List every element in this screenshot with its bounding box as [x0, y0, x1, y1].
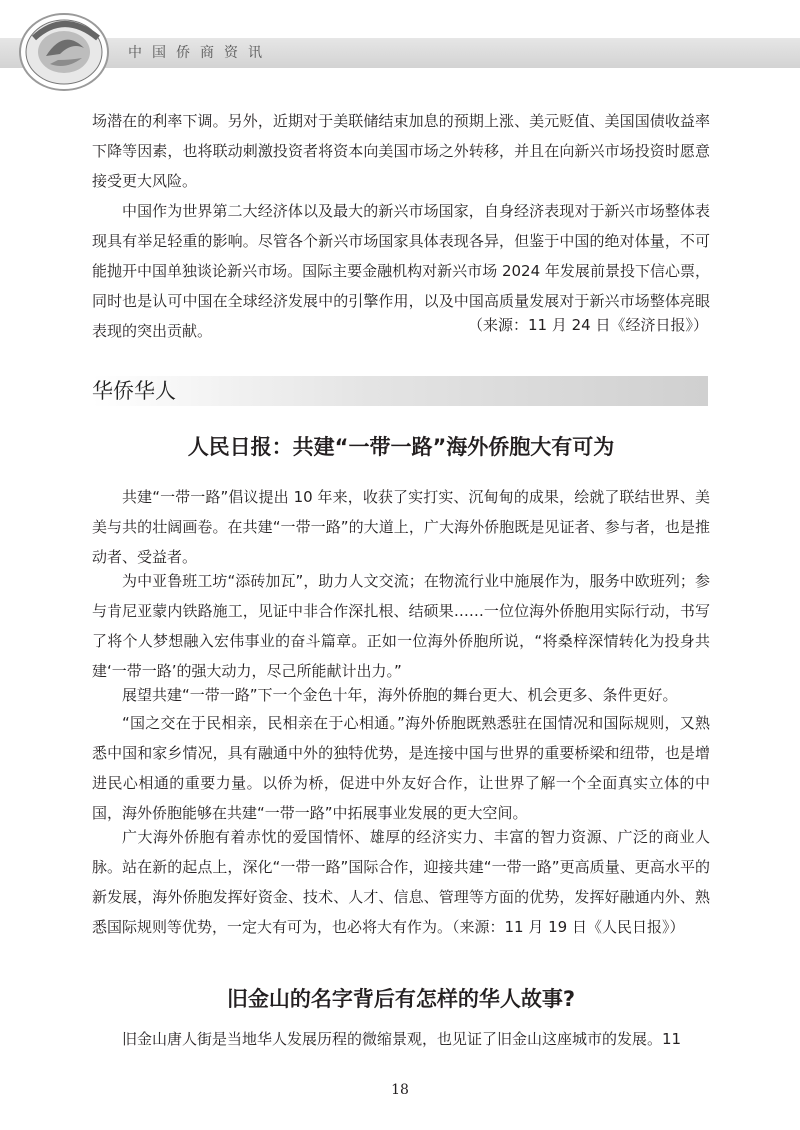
article2-paragraph-5: 广大海外侨胞有着赤忱的爱国情怀、雄厚的经济实力、丰富的智力资源、广泛的商业人脉。站在新的起点上，深化“一带一路”国际合作，迎接共建“一带一路”更高质量、更高水平的新发展，海外侨胞发挥好资金、技术、人才、信息、管理等方面的优势，发挥好融通内外、熟悉国际规则等优势，一定大有可为，也必将大有作为。（来源：11 月 19 日《人民日报》） [92, 828, 710, 936]
article2-paragraph-4: “国之交在于民相亲，民相亲在于心相通。”海外侨胞既熟悉驻在国情况和国际规则，又熟悉中国和家乡情况，具有融通中外的独特优势，是连接中国与世界的重要桥梁和纽带，也是增进民心相通的重要力量。以侨为桥，促进中外友好合作，让世界了解一个全面真实立体的中国，海外侨胞能够在共建“一带一路”中拓展事业发展的更大空间。 [92, 714, 710, 822]
logo-emblem-icon [14, 8, 118, 94]
article1-source: （来源：11 月 24 日《经济日报》） [468, 316, 708, 334]
section-title: 华侨华人 [92, 379, 176, 403]
header-bar [0, 38, 800, 68]
article3-headline: 旧金山的名字背后有怎样的华人故事? [226, 987, 576, 1011]
article3-paragraph-1: 旧金山唐人街是当地华人发展历程的微缩景观，也见证了旧金山这座城市的发展。11 [122, 1030, 682, 1048]
article2-paragraph-1: 共建“一带一路”倡议提出 10 年来，收获了实打实、沉甸甸的成果，绘就了联结世界、美美与共的壮阔画卷。在共建“一带一路”的大道上，广大海外侨胞既是见证者、参与者，也是推动者、受益者。 [92, 488, 710, 566]
section-bar [92, 376, 708, 406]
article1-paragraph-2: 中国作为世界第二大经济体以及最大的新兴市场国家，自身经济表现对于新兴市场整体表现具有举足轻重的影响。尽管各个新兴市场国家具体表现各异，但鉴于中国的绝对体量，不可能抛开中国单独谈论新兴市场。国际主要金融机构对新兴市场 2024 年发展前景投下信心票，同时也是认可中国在全球经济发展中的引擎作用，以及中国高质量发展对于新兴市场整体亮眼表现的突出贡献。 [92, 202, 710, 340]
article2-headline: 人民日报：共建“一带一路”海外侨胞大有可为 [187, 435, 615, 459]
article1-paragraph-1: 场潜在的利率下调。另外，近期对于美联储结束加息的预期上涨、美元贬值、美国国债收益率下降等因素，也将联动刺激投资者将资本向美国市场之外转移，并且在向新兴市场投资时愿意接受更大风险。 [92, 112, 710, 190]
page-number: 18 [391, 1082, 409, 1098]
article2-paragraph-2: 为中亚鲁班工坊“添砖加瓦”，助力人文交流；在物流行业中施展作为，服务中欧班列；参与肯尼亚蒙内铁路施工，见证中非合作深扎根、结硕果……一位位海外侨胞用实际行动，书写了将个人梦想融入宏伟事业的奋斗篇章。正如一位海外侨胞所说，“将桑梓深情转化为投身共建‘一带一路’的强大动力，尽己所能献计出力。” [92, 572, 710, 680]
article2-paragraph-3: 展望共建“一带一路”下一个金色十年，海外侨胞的舞台更大、机会更多、条件更好。 [122, 686, 678, 704]
header-title: 中国侨商资讯 [128, 45, 272, 61]
